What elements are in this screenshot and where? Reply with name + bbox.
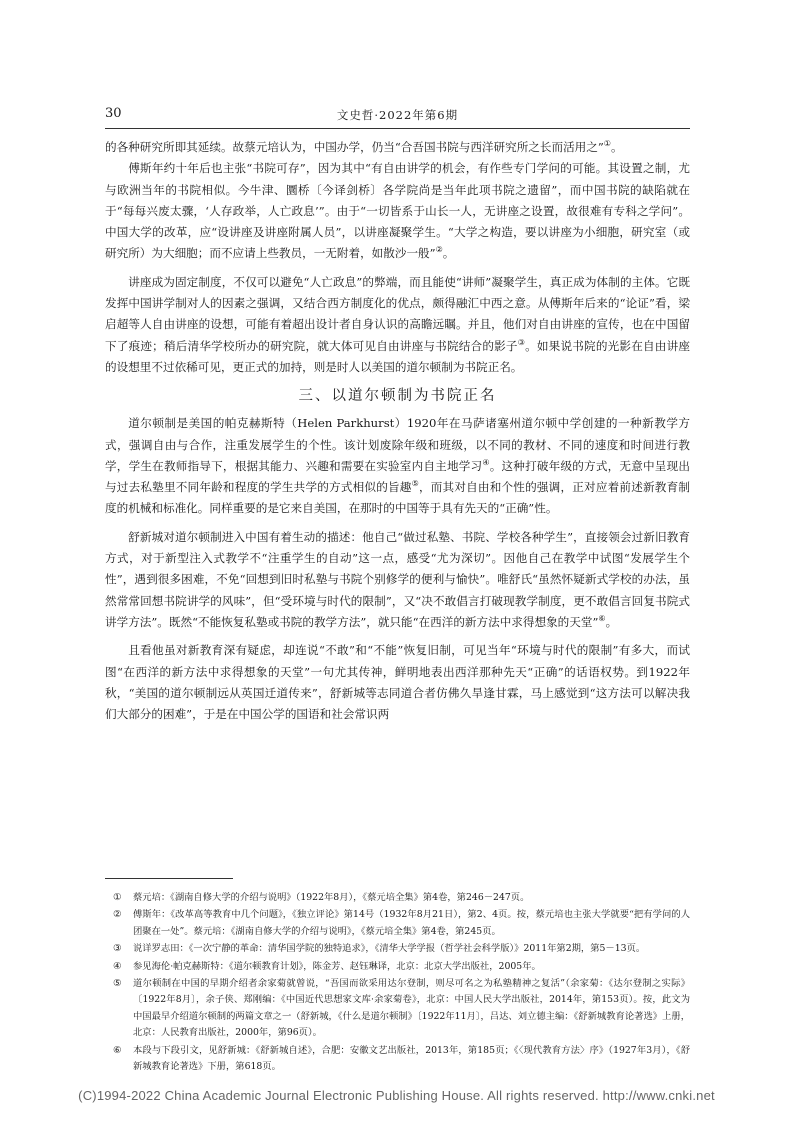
footnote-divider <box>105 878 233 879</box>
footnote-mark: ② <box>113 909 122 921</box>
paragraph: 且看他虽对新教育深有疑虑，却连说“不敢”和“不能”恢复旧制，可见当年“环境与时代的限制”有多大，而试图“在西洋的新方法中求得想象的天堂”一句尤其传神，鲜明地表出西洋那种先天“正确”的话语权势。到1922年秋，“美国的道尔顿制远从英国迁道传来”，舒新城等志同道合者仿佛久旱逢甘霖，马上感觉到“这方法可以解决我们大部分的困难”，于是在中国公学的国语和社会常识两 <box>105 643 690 722</box>
footnote <box>105 976 690 1042</box>
footnote-ref[interactable]: ② <box>435 245 443 255</box>
footnote <box>105 890 690 906</box>
footnote-text: 蔡元培：《湖南自修大学的介绍与说明》（1922年8月），《蔡元培全集》第4卷，第246－247页。 <box>133 892 530 903</box>
footnote-mark: ⑥ <box>113 1044 122 1056</box>
footnote-text: 傅斯年：《改革高等教育中几个问题》，《独立评论》第14号（1932年8月21日），第2、4页。按，蔡元培也主张大学就要“把有学问的人团聚在一处”。蔡元培：《湖南自修大学的介绍与说明》，《蔡元培全集》第4卷，第245页。 <box>133 909 690 937</box>
footnote-text: 参见海伦·帕克赫斯特：《道尔顿教育计划》，陈金芳、赵钰琳译，北京：北京大学出版社，2005年。 <box>133 960 541 972</box>
copyright-notice: (C)1994-2022 China Academic Journal Electronic Publishing House. All rights reserved. http://www.cnki.net <box>78 1088 715 1103</box>
footnote-ref[interactable]: ⑥ <box>598 614 606 624</box>
footnote-mark: ① <box>113 892 122 903</box>
footnote-ref[interactable]: ③ <box>517 337 526 347</box>
footnote-mark: ③ <box>113 943 122 955</box>
paragraph: 的各种研究所即其延续。故蔡元培认为，中国办学，仍当“合吾国书院与西洋研究所之长而活用之”①。 <box>105 139 623 154</box>
paragraph: 舒新城对道尔顿制进入中国有着生动的描述：他自己“做过私塾、书院、学校各种学生”，直接领会过新旧教育方式，对于新型注入式教学不“注重学生的自动”这一点，感受“尤为深切”。因他自己在教学中试图“发展学生个性”，遇到很多困难，不免“回想到旧时私塾与书院个别修学的便利与愉快”。唯舒氏“虽然怀疑新式学校的办法，虽然常常回想书院讲学的风味”，但“受环境与时代的限制”，又“决不敢倡言打破现教学制度，更不敢倡言回复书院式讲学方法”。既然“不能恢复私塾或书院的教学方法”，就只能“在西洋的新方法中求得想象的天堂”⑥。 <box>105 529 690 629</box>
section-heading: 三、以道尔顿制为书院正名 <box>298 388 497 405</box>
paragraph: 讲座成为固定制度，不仅可以避免“人亡政息”的弊端，而且能使“讲师”凝聚学生，真正成为体制的主体。它既发挥中国讲学制对人的因素之强调，又结合西方制度化的优点，颇得融汇中西之意。从傅斯年后来的“论证”看，梁启超等人自由讲座的设想，可能有着超出设计者自身认识的高瞻远瞩。并且，他们对自由讲座的宣传，也在中国留下了痕迹；稍后清华学校所办的研究院，就大体可见自由讲座与书院结合的影子③。如果说书院的光影在自由讲座的设想里不过依稀可见，更正式的加持，则是时人以美国的道尔顿制为书院正名。 <box>105 274 690 374</box>
journal-title: 文史哲·2022年第6期 <box>336 108 459 122</box>
footnote-text: 道尔顿制在中国的早期介绍者余家菊就曾说，“吾国而欲采用达尔登制，则尽可名之为私塾精神之复活”（余家菊：《达尔登制之实际》〔1922年8月〕，余子侠、郑刚编：《中国近代思想家文库·余家菊卷》，北京：中国人民大学出版社，2014年，第153页）。按，此文为中国最早介绍道尔顿制的两篇文章之一（舒新城，《什么是道尔顿制》〔1922年11月〕，吕达、刘立德主编：《舒新城教育论著选》上册，北京：人民教育出版社，2000年，第96页）。 <box>133 978 690 1039</box>
footnote <box>105 1043 690 1076</box>
paragraph: 傅斯年约十年后也主张“书院可存”，因为其中“有自由讲学的机会，有作些专门学问的可能。其设置之制，尤与欧洲当年的书院相似。今牛津、圜桥〔今译剑桥〕各学院尚是当年此项书院之遗留”，而中国书院的缺陷就在于“每每兴废太骤，‘人存政举，人亡政息’”。由于“一切皆系于山长一人，无讲座之设置，故很难有专科之学问”。中国大学的改革，应“设讲座及讲座附属人员”，以讲座凝聚学生。“大学之构造，要以讲座为小细胞，研究室（或研究所）为大细胞；而不应请上些教员，一无附着，如散沙一般”②。 <box>105 161 690 261</box>
footnote-ref[interactable]: ① <box>603 139 611 149</box>
footnote <box>105 959 690 975</box>
running-header <box>105 104 690 129</box>
footnotes <box>105 890 690 1076</box>
footnote-text: 本段与下段引文，见舒新城：《舒新城自述》，合肥：安徽文艺出版社，2013年，第185页；《〈现代教育方法〉序》（1927年3月），《舒新城教育论著选》下册，第618页。 <box>133 1044 690 1073</box>
footnote-ref[interactable]: ④ <box>482 458 490 467</box>
footnote-text: 说详罗志田：《一次宁静的革命：清华国学院的独特追求》，《清华大学学报（哲学社会科学版）》2011年第2期，第5－13页。 <box>133 943 646 955</box>
main-text <box>105 137 690 725</box>
footnote <box>105 941 690 957</box>
footnote-mark: ④ <box>113 960 122 972</box>
footnote-ref[interactable]: ⑤ <box>411 479 419 489</box>
paragraph: 道尔顿制是美国的帕克赫斯特（Helen Parkhurst）1920年在马萨诸塞州道尔顿中学创建的一种新教学方式，强调自由与合作，注重发展学生的个性。该计划废除年级和班级，以不同的教材、不同的速度和时间进行教学，学生在教师指导下，根据其能力、兴趣和需要在实验室内自主地学习④。这种打破年级的方式，无意中呈现出与过去私塾里不同年龄和程度的学生共学的方式相似的旨趣⑤，而其对自由和个性的强调，正对应着前述新教育制度的机械和标准化。同样重要的是它来自美国，在那时的中国等于具有先天的“正确”性。 <box>105 416 690 516</box>
footnote <box>105 907 690 940</box>
footnote-mark: ⑤ <box>113 978 122 990</box>
page-number: 30 <box>105 106 122 121</box>
